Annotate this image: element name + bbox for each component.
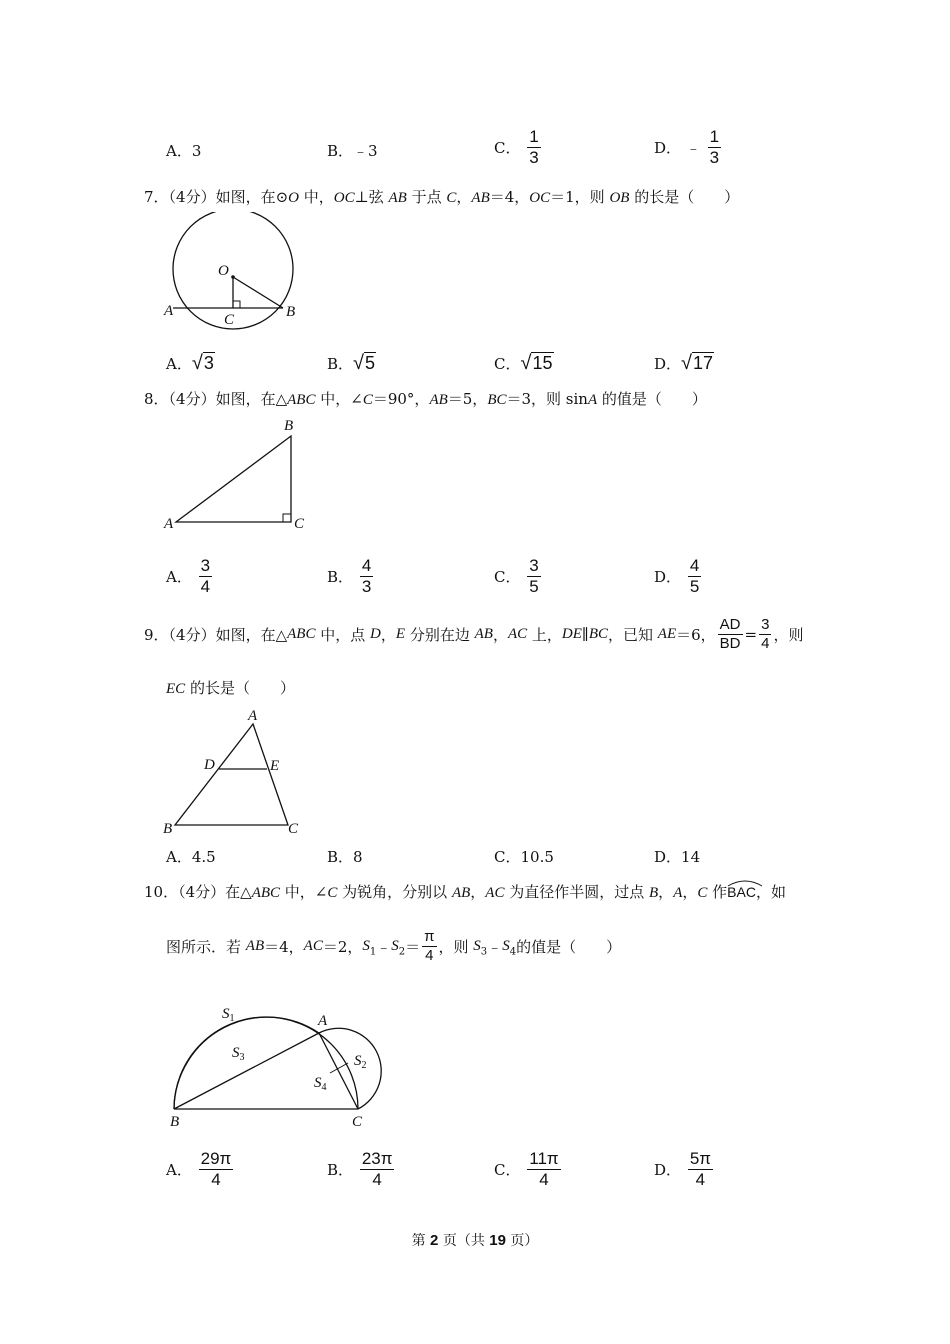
arc-mark-icon [727,879,763,887]
label-c: C [288,821,299,837]
label-a: A [164,516,174,532]
label-c: C [224,312,235,328]
q7-stem: 7．（4分）如图，在⊙O 中，OC⊥弦 AB 于点 C，AB＝4，OC＝1，则 OB 的长是（ ） [144,188,740,206]
arc-bac-notation: BAC [727,880,756,900]
fraction: $\frac{1}{3}$ [529,127,539,167]
q10-semicircles-figure [160,985,390,1135]
q8-option-b: B． $\frac{4}{3}$ [327,556,372,596]
triangle-abc [176,436,291,522]
label-b: B [170,1114,180,1130]
q6-option-b: B．﹣3 [327,142,378,160]
label-s4: $S_4$ [314,1075,327,1093]
label-c: C [352,1114,363,1130]
current-page-number: 2 [430,1232,439,1249]
label-b: B [284,418,294,434]
label-d: D [204,757,215,773]
q6-option-c: C． $\frac{1}{3}$ [494,127,539,167]
label-o: O [218,263,229,279]
label-c: C [294,516,305,532]
q10-option-a: A． $\frac{29\pi}{4}$ [166,1149,232,1189]
q9-option-c: C．10.5 [494,848,554,866]
q8-option-a: A． $\frac{3}{4}$ [166,556,211,596]
point-o [231,275,235,279]
label-a: A [318,1013,328,1029]
q7-option-a: A．√3 [166,352,214,374]
q8-stem: 8．（4分）如图，在△ABC 中，∠C＝90°，AB＝5，BC＝3，则 sinA 的值是（ ） [144,390,707,408]
segment-ac [319,1033,358,1109]
q10-option-d: D． $\frac{5\pi}{4}$ [654,1149,711,1189]
q10-stem-line2: 图所示．若 AB＝4，AC＝2，$S_1﹣S_2=$ $\frac{\pi}{4}$ ，则 $S_3﹣S_4$的值是（ ） [166,928,622,964]
q8-option-c: C． $\frac{3}{5}$ [494,556,539,596]
q7-option-d: D．√17 [654,352,714,374]
q7-option-b: B．√5 [327,352,376,374]
semicircle-ac [319,1028,381,1109]
q10-option-c: C． $\frac{11\pi}{4}$ [494,1149,559,1189]
label-a: A [164,303,174,319]
label-s3: $S_3$ [232,1045,245,1063]
semicircle-ab [174,1017,319,1109]
total-pages: 19 [489,1232,506,1249]
triangle-abc [175,724,288,825]
right-angle-mark [233,301,240,308]
label-a: A [248,708,258,724]
q6-option-d: D． ﹣ $\frac{1}{3}$ [654,127,720,167]
q8-triangle-figure [160,414,320,536]
label-b: B [286,304,296,320]
q9-stem: 9．（4分）如图，在△ABC 中，点 D，E 分别在边 AB，AC 上，DE∥BC，已知 AE＝6， $\frac{AD}{BD}$ = $\frac{3}{4}$ ，则 [144,616,804,652]
q10-stem: 10．（4分）在△ABC 中，∠C 为锐角，分别以 AB，AC 为直径作半圆，过点 B，A，C 作 BAC，如 [144,880,786,902]
fraction: $\frac{1}{3}$ [709,127,720,167]
q6-option-a: A．3 [166,142,202,160]
q10-option-b: B． $\frac{23\pi}{4}$ [327,1149,393,1189]
q9-option-b: B．8 [327,848,363,866]
label-e: E [270,758,280,774]
q9-triangle-figure [160,705,310,840]
label-s2: $S_2$ [354,1053,367,1071]
q7-circle-figure [160,212,310,332]
label-b: B [163,821,173,837]
label-s1: $S_1$ [222,1006,235,1024]
page-footer: 第 2 页（共 19 页） [411,1232,539,1249]
q8-option-d: D． $\frac{4}{5}$ [654,556,700,596]
q7-option-c: C．√15 [494,352,553,374]
right-angle-mark [283,514,291,522]
q9-option-a: A．4.5 [166,848,216,866]
q9-option-d: D．14 [654,848,701,866]
segment-ab [174,1033,319,1109]
q9-stem-line2: EC 的长是（ ） [166,679,295,697]
